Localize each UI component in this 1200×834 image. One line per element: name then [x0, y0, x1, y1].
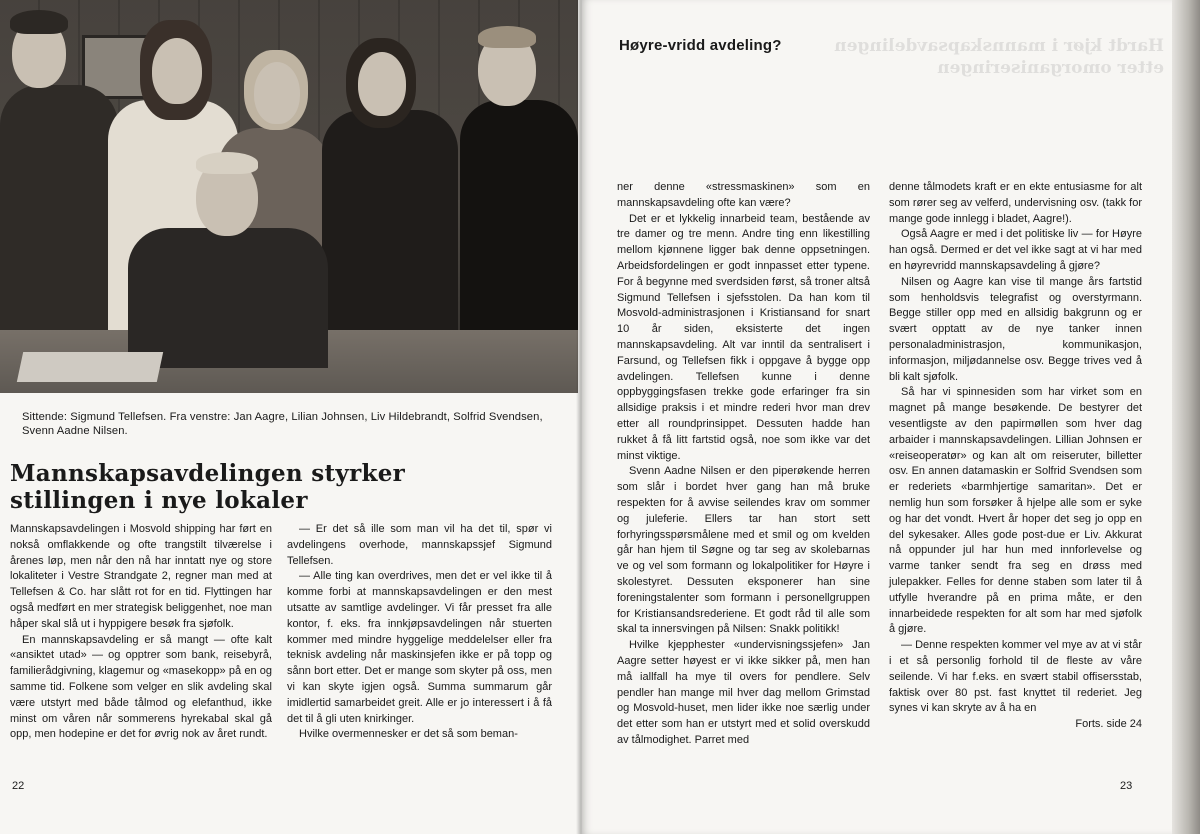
paragraph: — Er det så ille som man vil ha det til, spør vi avdelingens overhode, mannskapssjef Sigmund Tellefsen. [287, 523, 552, 567]
paragraph: Nilsen og Aagre kan vise til mange års fartstid som henholdsvis telegrafist og overstyrmann. Begge stiller opp med en allsidig bakgrunn og er svært opptatt av de nye tanker innen personaladministrasjon, kommunikasjon, informasjon, miljødannelse osv. Begge trives ved å bli kalt sjøfolk. [889, 275, 1142, 383]
headline-line-2: stillingen i nye lokaler [10, 487, 308, 514]
paragraph: — Alle ting kan overdrives, men det er vel ikke til å komme forbi at mannskapsavdelingen er den mest utsatte av samtlige avdelinger. Vi får presset fra alle kontor, f. eks. fra innkjøpsavdelingen når stuerten kommer med mindre hyggelige meddelelser eller fra teknisk avdeling når maskinsjefen ikke er på topp og sånn bort etter. Det er mange som skyter på oss, men vi kan skyte igjen også. Summa summarum går imidlertid samarbeidet greit. Alle er jo interessert i å få det til å gli uten knirkinger. [287, 570, 552, 725]
headline-line-1: Mannskapsavdelingen styrker [10, 460, 406, 487]
page-number-left: 22 [12, 780, 25, 792]
section-heading: Høyre-vridd avdeling? [619, 37, 782, 54]
bleed-through-text: Hardt kjør i mannskapsavdelingen etter omorganiseringen [834, 36, 1164, 78]
paragraph: ner denne «stressmaskinen» som en mannskapsavdeling ofte kan være? [617, 181, 870, 209]
photo-caption: Sittende: Sigmund Tellefsen. Fra venstre: Jan Aagre, Lilian Johnsen, Liv Hildebrandt, Solfrid Svendsen, Svenn Aadne Nilsen. [22, 411, 543, 437]
paragraph: Hvilke kjepphester «undervisningssjefen» Jan Aagre setter høyest er vi ikke sikker på, men han må iallfall ha mye til overs for pendlere. Selv pendler han mange mil hver dag mellom Grimstad og Mosvold-huset, men lider ikke noe særlig under det etter som han er utstyrt med et solid overskudd av tålmodighet. Parret med [617, 639, 870, 746]
page-number-right: 23 [1120, 780, 1133, 792]
right-column-1 [617, 180, 870, 749]
right-column-2 [889, 180, 1142, 733]
left-column-1 [10, 522, 272, 743]
paragraph: En mannskapsavdeling er så mangt — ofte kalt «ansiktet utad» — og opptrer som bank, reisebyrå, familierådgivning, klagemur og «masekopp» på en og samme tid. Folkene som velger en slik avdeling skal være utstyrt med både tålmod og elefanthud, ikke minst om våren når sommerens hyrekabal skal gå opp, men hodepine er det for øvrig nok av året rundt. [10, 633, 272, 741]
left-column-2 [287, 522, 552, 743]
paragraph: Hvilke overmennesker er det så som beman- [299, 728, 518, 741]
paragraph: Det er et lykkelig innarbeid team, bestående av tre damer og tre menn. Andre ting enn likestilling mellom kjønnene ligger bak denne oppsetningen. Arbeidsfordelingen er godt innpasset etter typene. For å begynne med sverdsiden først, så troner altså Sigmund Tellefsen i sjefsstolen. Da han kom til Mosvold-administrasjonen i Kristiansand for snart 10 år siden, eksisterte det ingen mannskapsavdeling. Alt var inntil da sentralisert i Farsund, og Tellefsen fikk i oppgave å bygge opp avdelingen. Tellefsen kunne i denne oppbyggingsfasen trekke gode erfaringer fra sin allsidige praksis i et mindre rederi hvor man drev etter all roundprinsippet. Dessuten hadde han rukket å få litt fartstid også, noe som ikke var det minst viktige. [617, 212, 870, 462]
paragraph: Mannskapsavdelingen i Mosvold shipping har ført en nokså omflakkende og ofte trangstilt tilværelse i årenes løp, men når den nå har inntatt nye og store lokaliteter i Vestre Strandgate 2, regner man med at Tellefsen & Co. har slått rot for en tid. Flyttingen har også medført en mer strategisk beliggenhet, noe man håper skal slå ut i hyppigere besøk fra sjøfolk. [10, 523, 272, 630]
continued-note: Forts. side 24 [1075, 718, 1142, 731]
paragraph: Svenn Aadne Nilsen er den piperøkende herren som slår i bordet hver gang han må bruke respekten for å avvise seilendes krav om sommer og juleferie. Ellers tar han stort sett forhyringsspørsmålene med et smil og om kvelden går han hjem til Søgne og tar seg av skolebarnas ve og vel som formann og lokalpolitiker for Høyre i skolestyret. Dessuten eksponerer han sine foreningstalenter som formann i personellgruppen for Kristiansandsrederiene. Et godt råd til alle som skal ta innersvingen på Nilsen: Snakk politikk! [617, 465, 870, 636]
paragraph: Så har vi spinnesiden som har virket som en magnet på mange besøkende. De bestyrer det vesentligste av den papirmøllen som hver dag arbaider i mannskapsavdelingen. Lillian Johnsen er «reiseoperatør» og kan alt om reiseruter, billetter osv. En annen datamaskin er Solfrid Svendsen som er rederiets «barmhjertige samaritan». Det er nemlig hun som forsøker å hjelpe alle som er syke og har det vondt. Hvert år hoper det seg jo opp en del sykesaker. Alles gode post-due er Liv. Akkurat nå oppunder jul har hun med innforlevelse og varme tanker sendt fra seg en drøss med julepakker. Felles for denne staben som later til å utfylle hverandre på en prima måte, er den innarbeidede respekten for alt som har med sjøfolk å gjøre. [889, 386, 1142, 636]
article-headline [10, 460, 570, 514]
right-page [582, 0, 1172, 834]
left-page [0, 0, 582, 834]
paragraph: Også Aagre er med i det politiske liv — for Høyre han også. Dermed er det vel ikke sagt at vi har med en høyrevridd mannskapsavdeling å gjøre? [889, 228, 1142, 272]
staff-group-photo [0, 0, 578, 393]
paragraph: denne tålmodets kraft er en ekte entusiasme for alt som rører seg av velferd, undervisning osv. (takk for mange gode innlegg i bladet, Aagre!). [889, 181, 1142, 225]
page-stack-edge [1172, 0, 1200, 834]
paragraph: — Denne respekten kommer vel mye av at vi står i et så personlig forhold til de fleste av våre seilende. Vi har f.eks. en svært stabil offisersstab, faktisk over 80 pst. fast knyttet til rederiet. Jeg synes vi kan skryte av å ha en [889, 639, 1142, 715]
photo-papers [17, 352, 163, 382]
